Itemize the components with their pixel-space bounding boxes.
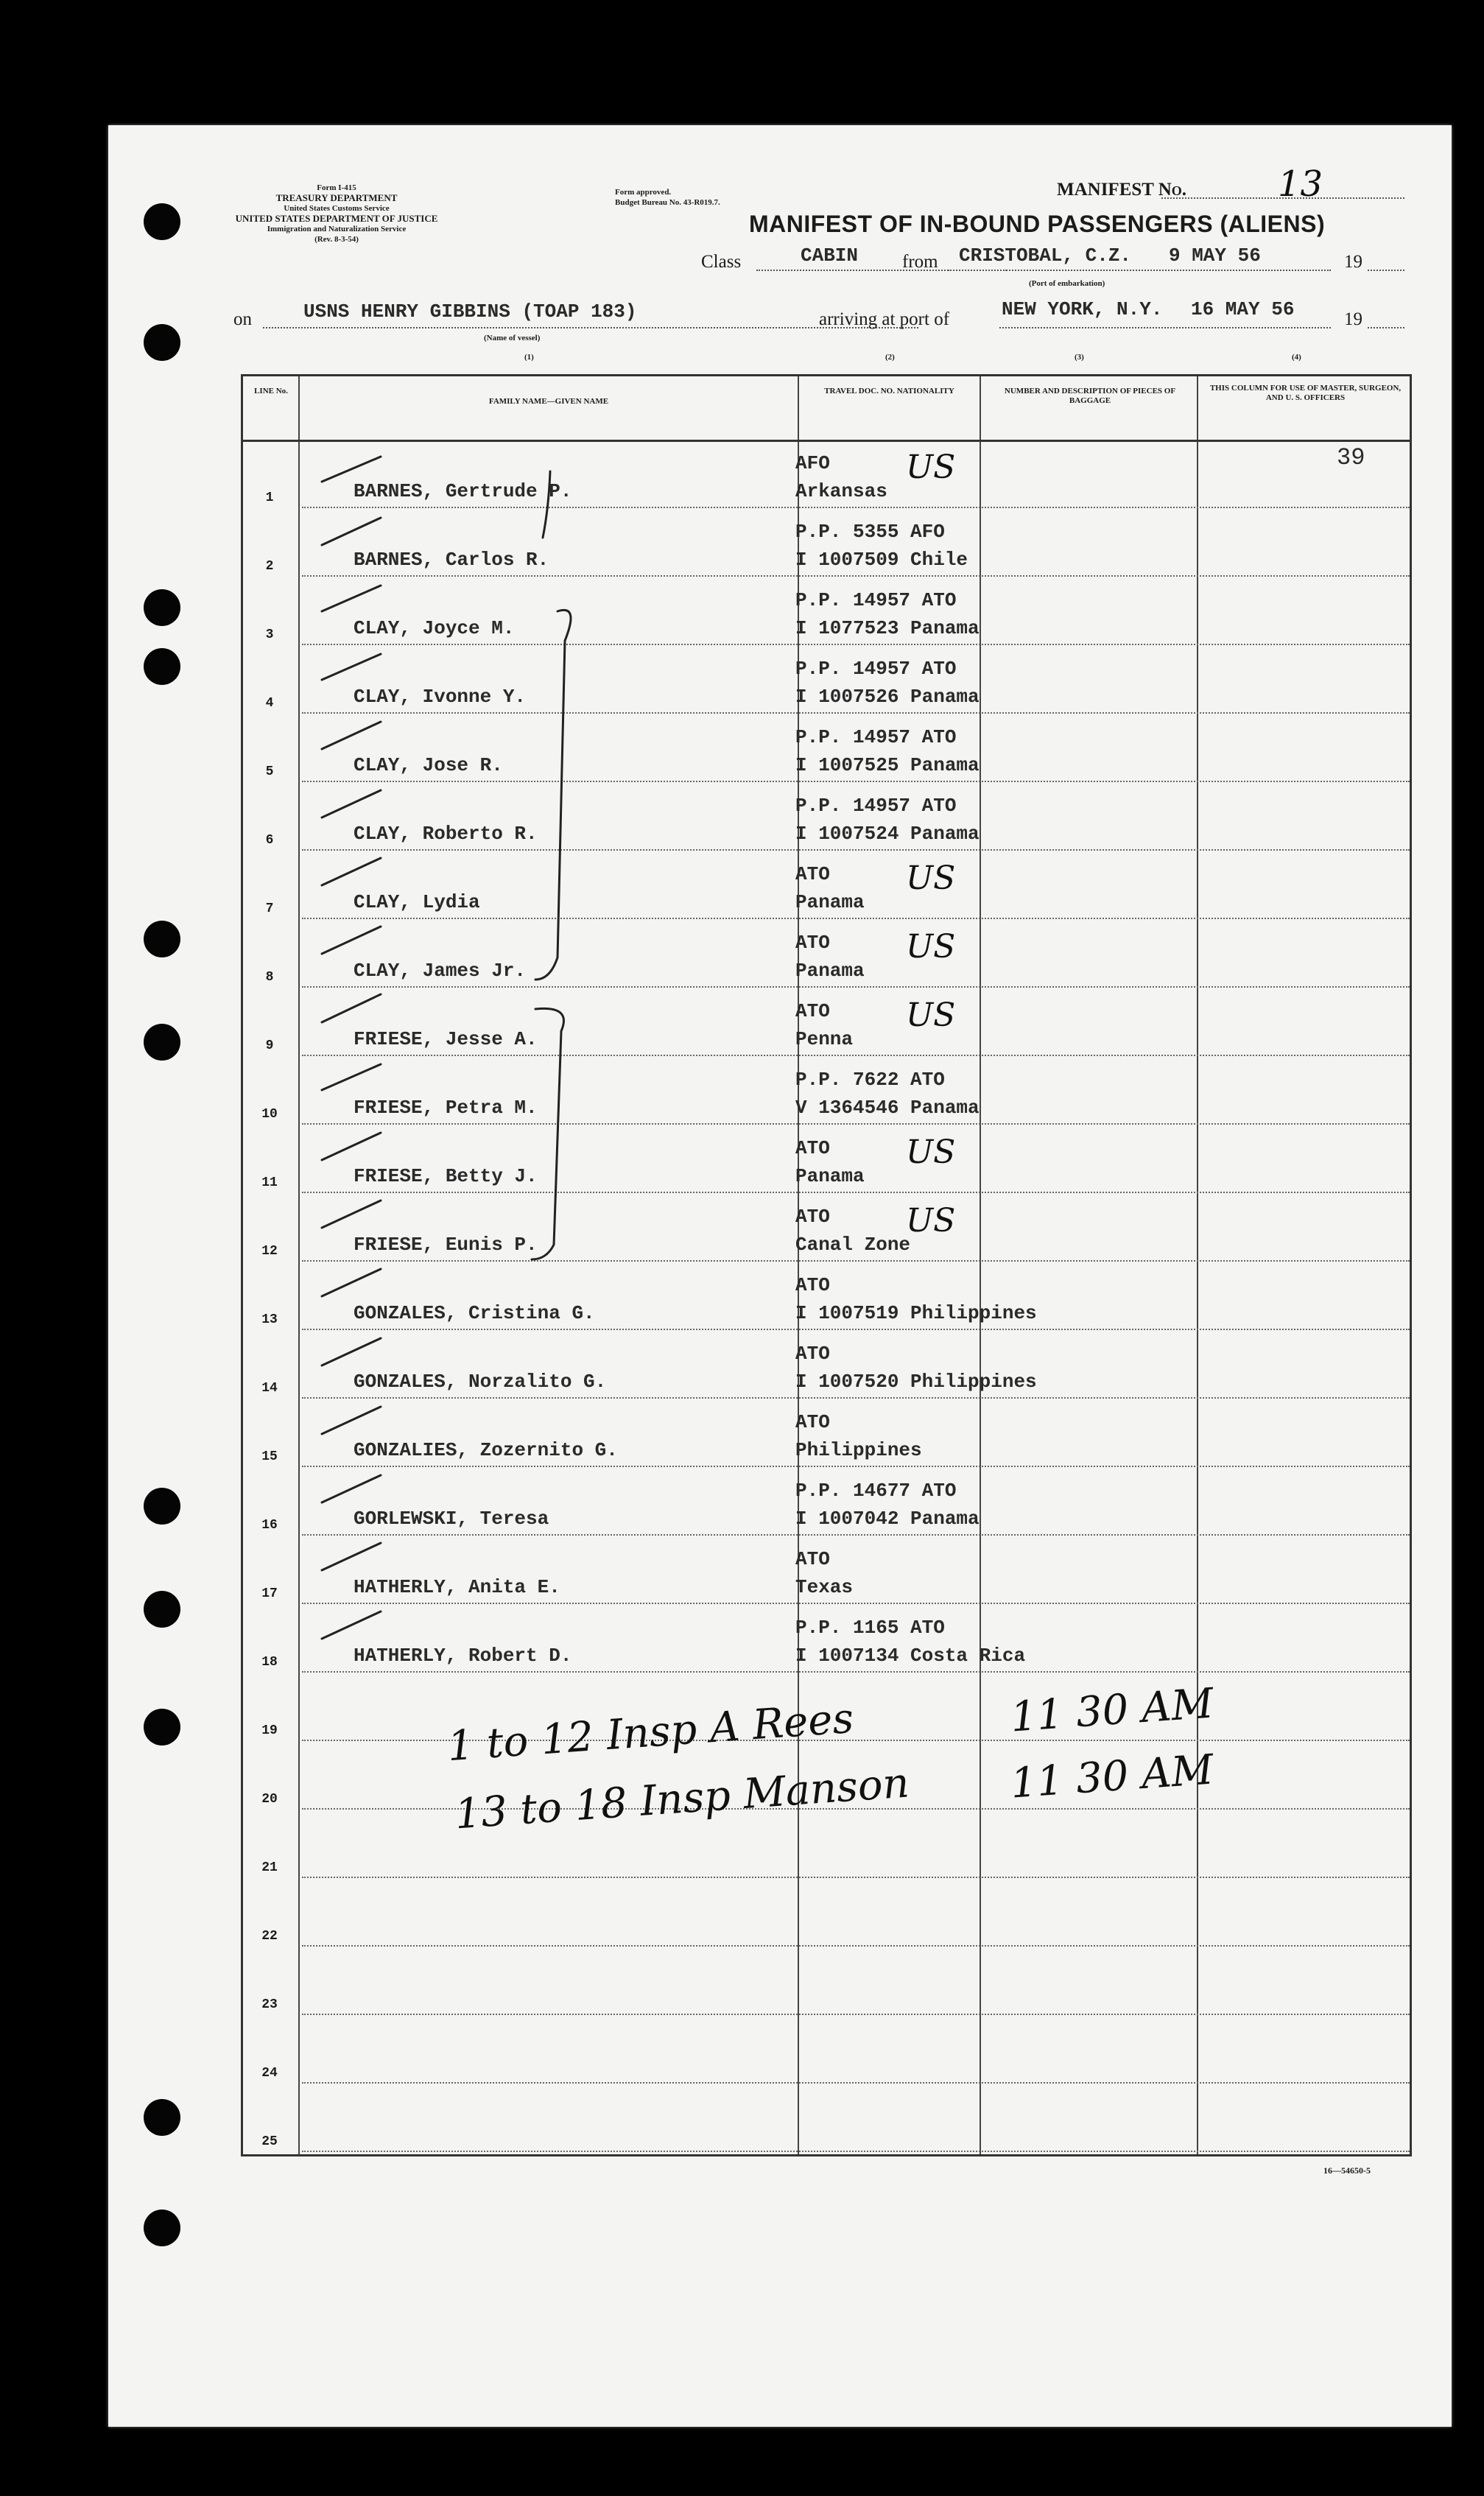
justice-line: UNITED STATES DEPARTMENT OF JUSTICE bbox=[235, 213, 438, 224]
line-number: 23 bbox=[261, 1997, 278, 2012]
table-row bbox=[243, 1878, 1410, 1947]
table-row bbox=[243, 440, 1410, 508]
travel-doc: AFO bbox=[795, 452, 830, 474]
bureau-line: Budget Bureau No. 43-R019.7. bbox=[615, 198, 720, 207]
manifest-page bbox=[108, 125, 1452, 2427]
ins-line: Immigration and Naturalization Service bbox=[267, 225, 407, 233]
nationality: Arkansas bbox=[795, 480, 887, 502]
nationality: Philippines bbox=[795, 1439, 922, 1461]
approval-block bbox=[615, 187, 762, 208]
passenger-name: CLAY, James Jr. bbox=[354, 960, 527, 982]
line-number: 19 bbox=[261, 1723, 278, 1738]
form-identification bbox=[226, 183, 447, 245]
line-number: 20 bbox=[261, 1792, 278, 1807]
table-row bbox=[243, 1467, 1410, 1536]
passenger-name: FRIESE, Petra M. bbox=[354, 1097, 538, 1119]
col-num-3: (3) bbox=[1075, 353, 1084, 362]
table-row bbox=[243, 1947, 1410, 2015]
nationality: Texas bbox=[795, 1576, 854, 1598]
punch-hole bbox=[144, 1709, 180, 1746]
passenger-name: FRIESE, Jesse A. bbox=[354, 1028, 538, 1050]
nationality: I 1007524 Panama bbox=[795, 823, 980, 845]
travel-doc: ATO bbox=[795, 1206, 830, 1228]
passenger-name: FRIESE, Eunis P. bbox=[354, 1234, 538, 1256]
travel-doc: P.P. 14677 ATO bbox=[795, 1480, 957, 1502]
nationality: I 1007134 Costa Rica bbox=[795, 1645, 1026, 1667]
class-label: Class bbox=[701, 252, 742, 272]
arriving-label: arriving at port of bbox=[819, 309, 950, 329]
passenger-name: HATHERLY, Robert D. bbox=[354, 1645, 572, 1667]
travel-doc: ATO bbox=[795, 932, 830, 954]
line-number: 2 bbox=[265, 559, 274, 574]
year-line-2 bbox=[1368, 327, 1404, 328]
line-number: 13 bbox=[261, 1312, 278, 1327]
line-number: 4 bbox=[265, 696, 274, 711]
nationality: I 1007042 Panama bbox=[795, 1508, 980, 1530]
line-number: 18 bbox=[261, 1655, 278, 1670]
citizenship-note: US bbox=[906, 928, 956, 966]
embarkation-port: CRISTOBAL, C.Z. bbox=[959, 245, 1132, 267]
line-number: 17 bbox=[261, 1586, 278, 1601]
passenger-name: CLAY, Roberto R. bbox=[354, 823, 538, 845]
passenger-name: CLAY, Ivonne Y. bbox=[354, 686, 527, 708]
travel-doc: ATO bbox=[795, 1000, 830, 1022]
nationality: I 1007519 Philippines bbox=[795, 1302, 1037, 1324]
inspector-time-2: 11 30 AM bbox=[1009, 1746, 1215, 1808]
vessel-caption: (Name of vessel) bbox=[484, 334, 541, 342]
table-row bbox=[243, 782, 1410, 851]
nationality: Panama bbox=[795, 891, 865, 913]
passenger-name: CLAY, Jose R. bbox=[354, 754, 503, 776]
line-number: 3 bbox=[265, 627, 274, 642]
punch-hole bbox=[144, 1488, 180, 1525]
table-row bbox=[243, 2015, 1410, 2084]
table-row bbox=[243, 988, 1410, 1056]
table-row bbox=[243, 1262, 1410, 1330]
table-row bbox=[243, 1056, 1410, 1125]
table-row bbox=[243, 645, 1410, 714]
line-number: 16 bbox=[261, 1518, 278, 1533]
line-number: 6 bbox=[265, 833, 274, 848]
punch-hole bbox=[144, 648, 180, 685]
passenger-name: BARNES, Gertrude P. bbox=[354, 480, 572, 502]
from-line bbox=[948, 270, 1331, 271]
punch-hole bbox=[144, 324, 180, 361]
line-number: 10 bbox=[261, 1107, 278, 1122]
travel-doc: P.P. 1165 ATO bbox=[795, 1617, 945, 1639]
table-row bbox=[243, 919, 1410, 988]
table-row bbox=[243, 508, 1410, 577]
travel-doc: ATO bbox=[795, 1548, 830, 1570]
line-number: 24 bbox=[261, 2066, 278, 2081]
col-header-doc: TRAVEL DOC. NO. NATIONALITY bbox=[824, 387, 954, 396]
passenger-name: FRIESE, Betty J. bbox=[354, 1165, 538, 1187]
row-rule bbox=[302, 2151, 1410, 2152]
inspector-note-1: 1 to 12 Insp A Rees bbox=[446, 1694, 856, 1771]
citizenship-note: US bbox=[906, 1202, 956, 1240]
line-number: 21 bbox=[261, 1860, 278, 1875]
manifest-no-label: MANIFEST No. bbox=[1057, 180, 1187, 200]
punch-hole bbox=[144, 1591, 180, 1628]
table-row bbox=[243, 1604, 1410, 1673]
from-label: from bbox=[902, 252, 938, 272]
footer-code: 16—54650-5 bbox=[1323, 2165, 1371, 2176]
table-row bbox=[243, 1536, 1410, 1604]
table-row bbox=[243, 851, 1410, 919]
travel-doc: P.P. 14957 ATO bbox=[795, 658, 957, 680]
table-header bbox=[243, 376, 1410, 442]
col-header-baggage: NUMBER AND DESCRIPTION OF PIECES OF BAGGAGE bbox=[1004, 387, 1176, 405]
passenger-name: HATHERLY, Anita E. bbox=[354, 1576, 560, 1598]
travel-doc: ATO bbox=[795, 1274, 830, 1296]
vessel-name: USNS HENRY GIBBINS (TOAP 183) bbox=[303, 300, 637, 323]
travel-doc: ATO bbox=[795, 863, 830, 885]
line-number: 5 bbox=[265, 764, 274, 779]
embarkation-caption: (Port of embarkation) bbox=[1029, 279, 1105, 288]
line-number: 11 bbox=[261, 1175, 278, 1190]
table-row bbox=[243, 1399, 1410, 1467]
officer-column-value: 39 bbox=[1337, 444, 1365, 471]
arrival-port: NEW YORK, N.Y. bbox=[1002, 298, 1163, 320]
nationality: Canal Zone bbox=[795, 1234, 911, 1256]
nationality: V 1364546 Panama bbox=[795, 1097, 980, 1119]
line-number: 15 bbox=[261, 1449, 278, 1464]
punch-hole bbox=[144, 589, 180, 626]
col-num-2: (2) bbox=[885, 353, 895, 362]
inspector-note-2: 13 to 18 Insp Manson bbox=[453, 1759, 911, 1839]
line-number: 1 bbox=[265, 491, 274, 505]
nationality: I 1007525 Panama bbox=[795, 754, 980, 776]
col-num-1: (1) bbox=[524, 353, 534, 362]
passenger-name: GONZALES, Norzalito G. bbox=[354, 1371, 607, 1393]
travel-doc: ATO bbox=[795, 1343, 830, 1365]
form-number: Form I-415 bbox=[317, 183, 356, 192]
arrival-line bbox=[999, 327, 1331, 328]
citizenship-note: US bbox=[906, 996, 956, 1034]
table-row bbox=[243, 577, 1410, 645]
travel-doc: P.P. 14957 ATO bbox=[795, 795, 957, 817]
table-row bbox=[243, 1193, 1410, 1262]
travel-doc: P.P. 5355 AFO bbox=[795, 521, 945, 543]
nationality: I 1007520 Philippines bbox=[795, 1371, 1037, 1393]
year-line bbox=[1368, 270, 1404, 271]
on-label: on bbox=[233, 309, 252, 329]
nationality: I 1007526 Panama bbox=[795, 686, 980, 708]
nationality: I 1007509 Chile bbox=[795, 549, 968, 571]
inspector-time-1: 11 30 AM bbox=[1009, 1679, 1215, 1742]
table-row bbox=[243, 714, 1410, 782]
punch-hole bbox=[144, 2099, 180, 2136]
travel-doc: ATO bbox=[795, 1137, 830, 1159]
line-number: 7 bbox=[265, 901, 274, 916]
punch-hole bbox=[144, 2210, 180, 2246]
table-row bbox=[243, 1125, 1410, 1193]
line-number: 12 bbox=[261, 1244, 278, 1259]
nationality: Panama bbox=[795, 1165, 865, 1187]
table-row bbox=[243, 1810, 1410, 1878]
line-number: 14 bbox=[261, 1381, 278, 1396]
travel-doc: P.P. 14957 ATO bbox=[795, 589, 957, 611]
passenger-name: GONZALES, Cristina G. bbox=[354, 1302, 595, 1324]
passenger-name: GORLEWSKI, Teresa bbox=[354, 1508, 549, 1530]
travel-doc: P.P. 7622 ATO bbox=[795, 1069, 945, 1091]
year-label-2: 19 bbox=[1344, 309, 1362, 329]
passenger-name: CLAY, Joyce M. bbox=[354, 617, 515, 639]
col-header-name: FAMILY NAME—GIVEN NAME bbox=[488, 397, 609, 406]
line-number: 8 bbox=[265, 970, 274, 985]
line-number: 9 bbox=[265, 1038, 274, 1053]
treasury-line: TREASURY DEPARTMENT bbox=[275, 192, 398, 203]
citizenship-note: US bbox=[906, 859, 956, 897]
punch-hole bbox=[144, 1024, 180, 1061]
punch-hole bbox=[144, 203, 180, 240]
year-label: 19 bbox=[1344, 252, 1362, 272]
customs-line: United States Customs Service bbox=[284, 204, 390, 213]
travel-doc: P.P. 14957 ATO bbox=[795, 726, 957, 748]
passenger-name: BARNES, Carlos R. bbox=[354, 549, 549, 571]
citizenship-note: US bbox=[906, 1133, 956, 1171]
col-header-officers: THIS COLUMN FOR USE OF MASTER, SURGEON, AND U. S. OFFICERS bbox=[1209, 384, 1402, 402]
punch-hole bbox=[144, 921, 180, 957]
citizenship-note: US bbox=[906, 449, 956, 486]
page-title: MANIFEST OF IN-BOUND PASSENGERS (ALIENS) bbox=[749, 211, 1326, 237]
approval-line: Form approved. bbox=[615, 188, 672, 197]
arrival-date: 16 MAY 56 bbox=[1191, 298, 1295, 320]
table-row bbox=[243, 1330, 1410, 1399]
nationality: I 1077523 Panama bbox=[795, 617, 980, 639]
nationality: Panama bbox=[795, 960, 865, 982]
embarkation-date: 9 MAY 56 bbox=[1169, 245, 1261, 267]
passenger-name: CLAY, Lydia bbox=[354, 891, 480, 913]
class-value: CABIN bbox=[801, 245, 859, 267]
line-number: 25 bbox=[261, 2134, 278, 2149]
nationality: Penna bbox=[795, 1028, 854, 1050]
col-header-line: LINE No. bbox=[254, 387, 288, 396]
passenger-table bbox=[241, 374, 1412, 2156]
line-number: 22 bbox=[261, 1929, 278, 1944]
revision-line: (Rev. 8-3-54) bbox=[314, 235, 359, 244]
table-row bbox=[243, 2084, 1410, 2152]
travel-doc: ATO bbox=[795, 1411, 830, 1433]
manifest-no-value: 13 bbox=[1278, 164, 1323, 205]
passenger-name: GONZALIES, Zozernito G. bbox=[354, 1439, 618, 1461]
col-num-4: (4) bbox=[1292, 353, 1301, 362]
